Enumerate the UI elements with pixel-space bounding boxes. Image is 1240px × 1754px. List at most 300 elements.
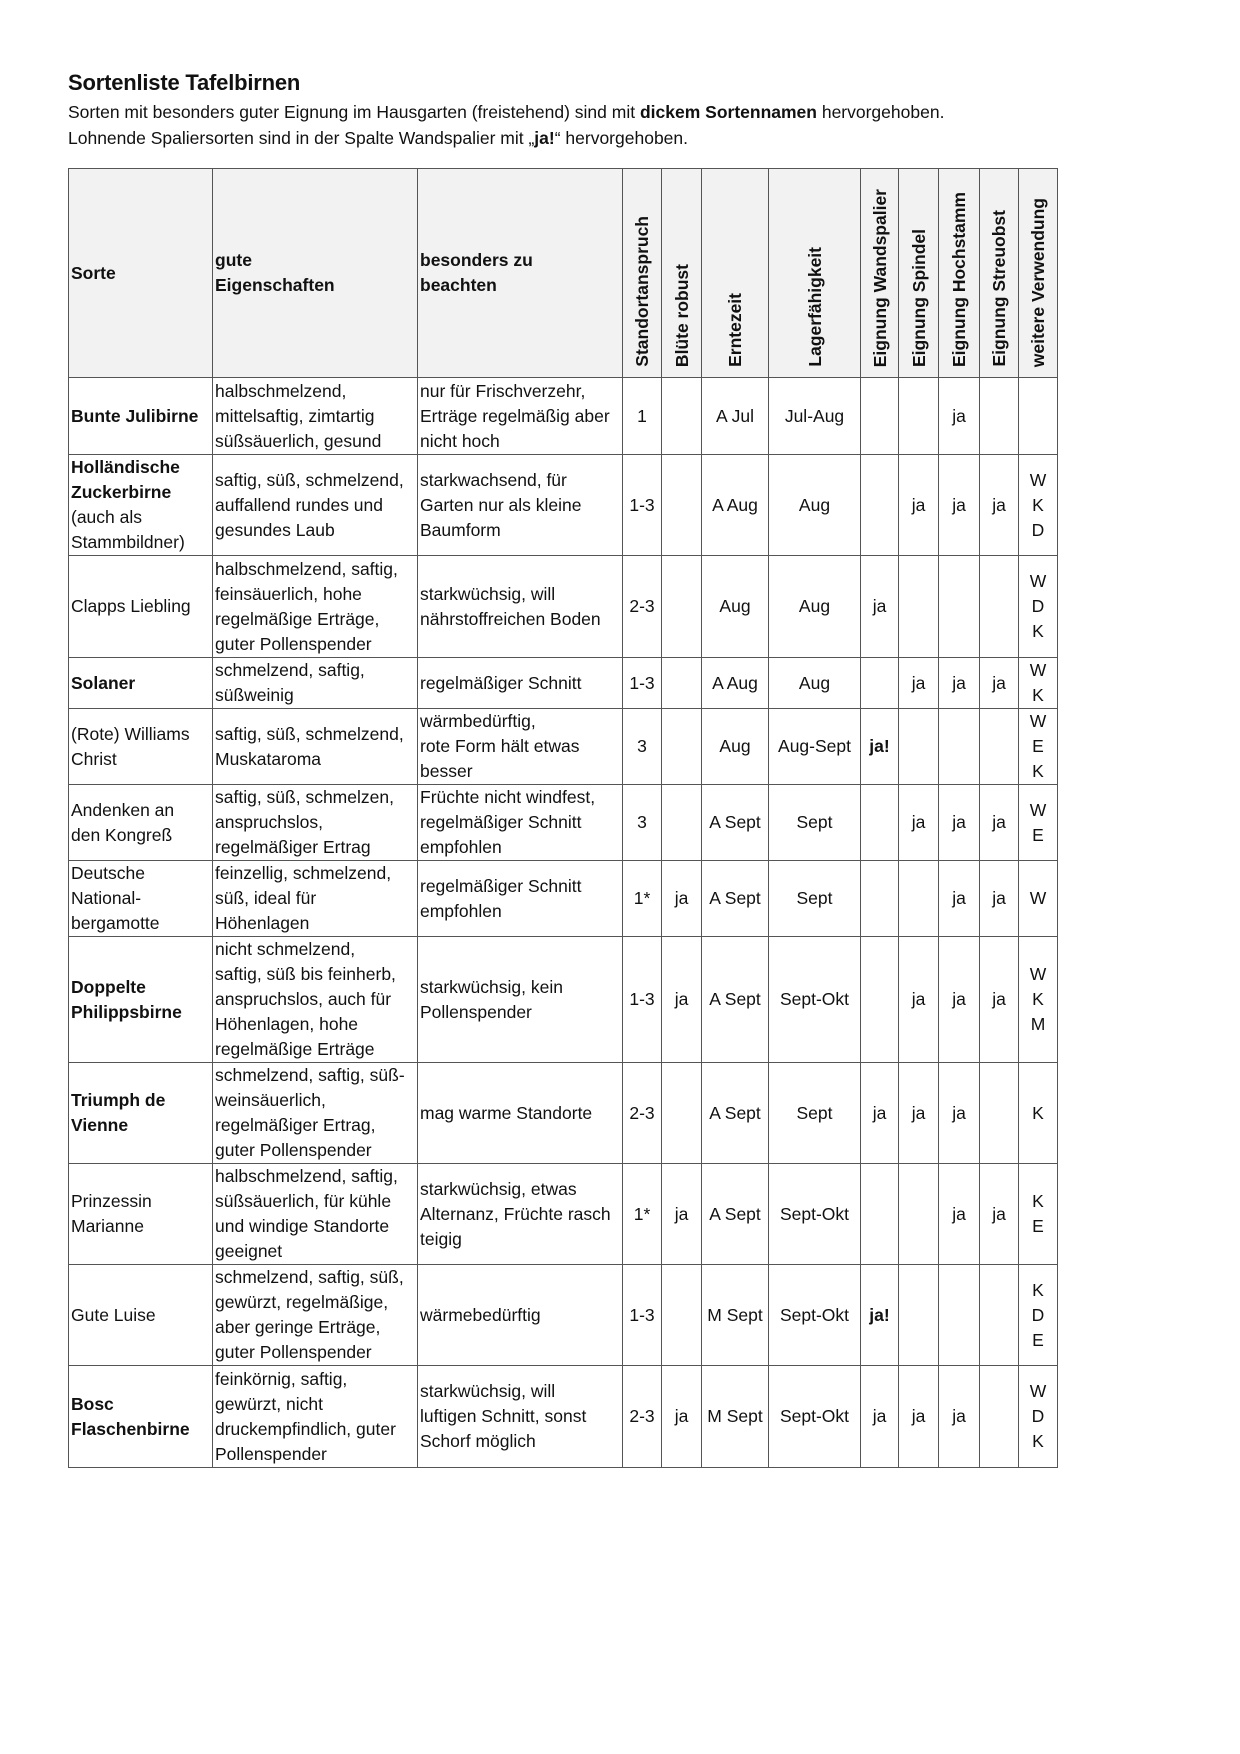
cell-line: druckempfindlich, guter [215,1418,396,1439]
cell-line: gesundes Laub [215,519,335,540]
column-header-lagerfaehigkeit [769,169,861,378]
cell-bluete-robust [662,1063,702,1164]
cell-line: gewürzt, regelmäßige, [215,1292,389,1312]
usage-code: W [1029,660,1047,680]
cell-line: guter Pollenspender [215,1140,372,1160]
cell-line: Pollenspender [215,1443,327,1464]
usage-code: K [1032,761,1044,781]
cell-line: starkwüchsig, etwas [420,1178,577,1199]
cell-line: Pollenspender [420,1001,532,1022]
intro-line-2-bold: ja! [534,128,555,148]
cell-sorte [69,556,213,658]
cell-verwendung [1019,1063,1058,1164]
cell-line: Erträge regelmäßig aber [420,405,610,426]
variety-name-line: Triumph de [71,1090,166,1110]
cell-bluete-robust: ja [662,861,702,937]
table-row [69,378,1058,455]
cell-line: starkwüchsig, kein [420,976,563,997]
cell-sorte [69,455,213,556]
header-line: Eigenschaften [215,275,335,295]
variety-name-line: Stammbildner) [71,532,185,552]
cell-erntezeit: M Sept [702,1366,769,1468]
cell-spindel [899,556,939,658]
cell-bluete-robust [662,709,702,785]
table-row [69,556,1058,658]
cell-line: gewürzt, nicht [215,1393,323,1414]
cell-verwendung [1019,709,1058,785]
table-row [69,1265,1058,1366]
cell-line: saftig, süß bis feinherb, [215,964,396,984]
cell-hochstamm [939,709,980,785]
table-row [69,785,1058,861]
header-line: besonders zu [420,250,533,270]
cell-erntezeit: A Sept [702,861,769,937]
cell-eigenschaften [213,785,418,861]
header-label: Lagerfähigkeit [804,247,825,367]
variety-name-line: Flaschenbirne [71,1418,190,1439]
table-row [69,658,1058,709]
cell-line: teigig [420,1228,462,1249]
header-label: Erntezeit [725,293,745,367]
table-row [69,1063,1058,1164]
cell-lagerfaehigkeit: Sept-Okt [769,1164,861,1265]
column-header-eigenschaften [213,169,418,378]
cell-standortanspruch: 3 [623,785,662,861]
cell-beachten [418,378,623,455]
cell-hochstamm: ja [939,1164,980,1265]
variety-name-line: bergamotte [71,913,160,933]
cell-beachten [418,1265,623,1366]
cell-verwendung [1019,937,1058,1063]
column-header-bluete-robust [662,169,702,378]
cell-line: Höhenlagen, hohe [215,1014,359,1034]
cell-sorte [69,378,213,455]
cell-beachten [418,709,623,785]
cell-line: wärmebedürftig [420,1304,541,1325]
cell-streuobst: ja [980,785,1019,861]
cell-streuobst [980,1063,1019,1164]
cell-standortanspruch: 1* [623,1164,662,1265]
cell-streuobst: ja [980,1164,1019,1265]
cell-bluete-robust [662,1265,702,1366]
cell-line: guter Pollenspender [215,633,372,654]
cell-line: schmelzend, saftig, süß- [215,1065,405,1085]
cell-bluete-robust: ja [662,1366,702,1468]
cell-spindel: ja [899,1366,939,1468]
cell-standortanspruch: 1* [623,861,662,937]
cell-streuobst [980,378,1019,455]
cell-line: Garten nur als kleine [420,494,582,515]
cell-verwendung [1019,556,1058,658]
variety-name-line: Zuckerbirne [71,482,172,502]
table-row [69,1164,1058,1265]
cell-verwendung [1019,658,1058,709]
cell-erntezeit: A Jul [702,378,769,455]
cell-verwendung [1019,1164,1058,1265]
cell-bluete-robust [662,785,702,861]
cell-erntezeit: A Aug [702,658,769,709]
cell-line: starkwüchsig, will [420,1381,556,1401]
cell-erntezeit: Aug [702,556,769,658]
cell-erntezeit: Aug [702,709,769,785]
intro-line-1-prefix: Sorten mit besonders guter Eignung im Hausgarten (freistehend) sind mit [68,102,640,122]
cell-eigenschaften [213,861,418,937]
cell-erntezeit: M Sept [702,1265,769,1366]
intro-line-2 [68,125,1168,151]
cell-wandspalier [861,937,899,1063]
cell-line: saftig, süß, schmelzend, [215,469,404,490]
variety-name-line: National- [71,888,142,908]
usage-code: W [1029,964,1047,984]
cell-wandspalier [861,861,899,937]
cell-verwendung [1019,861,1058,937]
cell-eigenschaften [213,1063,418,1164]
cell-spindel [899,861,939,937]
cell-eigenschaften [213,1164,418,1265]
table-row [69,455,1058,556]
cell-standortanspruch: 1 [623,378,662,455]
column-header-wandspalier [861,169,899,378]
cell-lagerfaehigkeit: Aug [769,658,861,709]
cell-line: und windige Standorte [215,1216,390,1236]
cell-streuobst: ja [980,937,1019,1063]
usage-code: K [1032,621,1044,641]
page-title: Sortenliste Tafelbirnen [68,70,301,95]
cell-erntezeit: A Sept [702,785,769,861]
cell-line: saftig, süß, schmelzen, [215,787,394,807]
cell-wandspalier [861,1164,899,1265]
intro-text [68,99,1168,151]
cell-standortanspruch: 1-3 [623,1265,662,1366]
cell-erntezeit: A Aug [702,455,769,556]
cell-eigenschaften [213,658,418,709]
cell-wandspalier: ja! [861,709,899,785]
cell-lagerfaehigkeit: Sept-Okt [769,1366,861,1468]
cell-line: halbschmelzend, saftig, [215,1166,398,1186]
cell-line: aber geringe Erträge, [215,1317,381,1337]
usage-code: W [1029,799,1047,820]
cell-hochstamm: ja [939,785,980,861]
cell-spindel: ja [899,1063,939,1164]
header-label: Eignung Wandspalier [869,188,890,367]
usage-code: D [1031,1304,1045,1325]
cell-hochstamm: ja [939,378,980,455]
cell-hochstamm: ja [939,1063,980,1164]
cell-line: Muskataroma [215,748,322,769]
cell-beachten [418,658,623,709]
cell-line: auffallend rundes und [215,494,384,515]
cell-line: feinzellig, schmelzend, [215,863,392,883]
variety-name-line: Andenken an [71,799,175,820]
usage-code: D [1031,1406,1045,1426]
cell-spindel: ja [899,455,939,556]
cell-line: regelmäßige Erträge [215,1039,375,1059]
cell-line: starkwüchsig, will [420,583,556,604]
column-header-hochstamm [939,169,980,378]
cell-verwendung [1019,378,1058,455]
cell-wandspalier: ja [861,1366,899,1468]
cell-line: süßweinig [215,685,294,705]
cell-beachten [418,1063,623,1164]
header-label: Standortanspruch [632,216,652,367]
table-row [69,1366,1058,1468]
cell-line: empfohlen [420,837,502,857]
cell-wandspalier: ja [861,556,899,658]
intro-line-1 [68,99,1168,125]
usage-code: E [1032,1329,1044,1350]
variety-name-line: Philippsbirne [71,1001,182,1022]
usage-code: K [1032,989,1044,1009]
cell-lagerfaehigkeit: Sept [769,861,861,937]
cell-line: regelmäßiger Schnitt [420,672,582,693]
usage-code: W [1029,888,1047,908]
usage-code: D [1031,519,1045,540]
table-header-row [69,169,1058,378]
cell-beachten [418,785,623,861]
usage-code: K [1032,1431,1044,1451]
cell-lagerfaehigkeit: Aug-Sept [769,709,861,785]
cell-beachten [418,556,623,658]
usage-code: E [1032,1216,1044,1236]
cell-line: feinkörnig, saftig, [215,1368,348,1389]
cell-eigenschaften [213,709,418,785]
cell-line: guter Pollenspender [215,1342,372,1362]
cell-hochstamm [939,556,980,658]
cell-line: besser [420,761,473,781]
intro-line-2-prefix: Lohnende Spaliersorten sind in der Spalte Wandspalier mit „ [68,128,535,148]
cell-line: süßsäuerlich, gesund [215,430,382,451]
variety-name-line: Vienne [71,1115,129,1135]
cell-bluete-robust [662,556,702,658]
cell-hochstamm: ja [939,937,980,1063]
cell-streuobst: ja [980,861,1019,937]
cell-line: nicht hoch [420,430,500,451]
variety-name-line: Christ [71,748,117,769]
cell-standortanspruch: 2-3 [623,556,662,658]
header-line: beachten [420,275,497,295]
cell-eigenschaften [213,1366,418,1468]
cell-lagerfaehigkeit: Jul-Aug [769,378,861,455]
cell-beachten [418,861,623,937]
variety-name-line: Prinzessin [71,1191,152,1211]
variety-name-line: Gute Luise [71,1304,156,1325]
header-label: Eignung Streuobst [989,210,1009,367]
header-label: Eignung Spindel [908,228,929,367]
cell-sorte [69,861,213,937]
cell-line: schmelzend, saftig, süß, [215,1267,404,1287]
table-row [69,861,1058,937]
cell-sorte [69,1265,213,1366]
cell-wandspalier [861,658,899,709]
header-line: gute [215,250,252,270]
column-header-beachten [418,169,623,378]
column-header-sorte: Sorte [69,169,213,378]
cell-line: empfohlen [420,900,502,921]
column-header-streuobst [980,169,1019,378]
cell-sorte [69,937,213,1063]
usage-code: W [1029,571,1047,591]
cell-standortanspruch: 1-3 [623,455,662,556]
cell-wandspalier [861,455,899,556]
cell-erntezeit: A Sept [702,1164,769,1265]
cell-sorte [69,709,213,785]
cell-wandspalier: ja [861,1063,899,1164]
cell-standortanspruch: 1-3 [623,658,662,709]
cell-lagerfaehigkeit: Sept [769,785,861,861]
cell-wandspalier [861,378,899,455]
intro-line-2-suffix: “ hervorgehoben. [554,128,689,148]
cell-line: wärmbedürftig, [420,711,536,731]
cell-spindel [899,1265,939,1366]
usage-code: K [1032,1279,1044,1300]
cell-line: weinsäuerlich, [215,1090,326,1110]
cell-wandspalier: ja! [861,1265,899,1366]
cell-bluete-robust: ja [662,1164,702,1265]
cell-standortanspruch: 3 [623,709,662,785]
cell-spindel [899,378,939,455]
cell-hochstamm: ja [939,1366,980,1468]
cell-line: anspruchslos, [215,812,323,832]
variety-name-line: Deutsche [71,863,145,883]
cell-verwendung [1019,455,1058,556]
cell-line: mag warme Standorte [420,1102,593,1123]
cell-line: Alternanz, Früchte rasch [420,1203,611,1224]
usage-code: K [1032,1102,1044,1123]
cell-line: nährstoffreichen Boden [420,608,601,629]
cell-line: saftig, süß, schmelzend, [215,723,404,744]
cell-line: feinsäuerlich, hohe [215,583,362,604]
column-header-standortanspruch [623,169,662,378]
cell-streuobst [980,556,1019,658]
cell-standortanspruch: 2-3 [623,1366,662,1468]
cell-line: halbschmelzend, saftig, [215,558,398,579]
cell-bluete-robust [662,658,702,709]
column-header-erntezeit [702,169,769,378]
cell-sorte [69,1366,213,1468]
cell-sorte [69,785,213,861]
cell-sorte [69,1063,213,1164]
cell-spindel: ja [899,658,939,709]
varieties-table [68,168,1058,1468]
cell-lagerfaehigkeit: Aug [769,556,861,658]
cell-line: regelmäßige Erträge, [215,608,380,629]
cell-erntezeit: A Sept [702,1063,769,1164]
variety-name-line: Solaner [71,672,136,693]
intro-line-1-bold: dickem Sortennamen [639,102,817,122]
variety-name-line: (auch als [71,507,143,527]
variety-name-line: (Rote) Williams [71,723,190,744]
cell-streuobst: ja [980,658,1019,709]
usage-code: K [1032,685,1044,705]
header-label: weitere Verwendung [1028,197,1048,367]
cell-line: Baumform [420,519,501,540]
cell-beachten [418,455,623,556]
cell-streuobst [980,1265,1019,1366]
cell-sorte [69,1164,213,1265]
cell-line: rote Form hält etwas [420,736,580,756]
cell-wandspalier [861,785,899,861]
cell-line: geeignet [215,1241,283,1261]
usage-code: K [1032,1191,1044,1211]
cell-line: regelmäßiger Schnitt [420,812,582,832]
cell-line: nur für Frischverzehr, [420,380,586,401]
cell-standortanspruch: 1-3 [623,937,662,1063]
cell-spindel: ja [899,937,939,1063]
cell-spindel [899,709,939,785]
cell-streuobst: ja [980,455,1019,556]
cell-hochstamm: ja [939,861,980,937]
variety-name-line: Marianne [71,1216,144,1236]
cell-lagerfaehigkeit: Sept [769,1063,861,1164]
cell-line: nicht schmelzend, [215,939,356,959]
usage-code: M [1030,1014,1046,1034]
cell-erntezeit: A Sept [702,937,769,1063]
usage-code: W [1029,1381,1047,1401]
cell-spindel: ja [899,785,939,861]
cell-line: mittelsaftig, zimtartig [215,405,375,426]
cell-line: regelmäßiger Ertrag, [215,1115,376,1135]
intro-line-1-suffix: hervorgehoben. [816,102,945,122]
variety-name-line: Clapps Liebling [71,596,191,616]
cell-verwendung [1019,785,1058,861]
cell-line: starkwachsend, für [420,469,567,490]
variety-name-line: Bunte Julibirne [71,405,199,426]
table-row [69,709,1058,785]
cell-eigenschaften [213,378,418,455]
cell-line: süß, ideal für [215,888,317,908]
cell-bluete-robust [662,455,702,556]
cell-lagerfaehigkeit: Aug [769,455,861,556]
variety-name-line: Holländische [71,457,180,477]
variety-name-line: Doppelte [71,976,146,997]
cell-spindel [899,1164,939,1265]
cell-verwendung [1019,1265,1058,1366]
table-row [69,937,1058,1063]
header-label: Blüte robust [671,263,692,367]
usage-code: D [1031,596,1045,616]
cell-bluete-robust: ja [662,937,702,1063]
cell-standortanspruch: 2-3 [623,1063,662,1164]
cell-hochstamm: ja [939,455,980,556]
usage-code: E [1032,736,1044,756]
usage-code: W [1029,469,1047,490]
cell-line: Höhenlagen [215,913,310,933]
cell-line: regelmäßiger Schnitt [420,875,582,896]
usage-code: E [1032,824,1044,845]
cell-line: Früchte nicht windfest, [420,787,596,807]
cell-beachten [418,1366,623,1468]
cell-eigenschaften [213,455,418,556]
cell-bluete-robust [662,378,702,455]
cell-line: regelmäßiger Ertrag [215,837,371,857]
cell-line: anspruchslos, auch für [215,989,392,1009]
cell-hochstamm: ja [939,658,980,709]
cell-line: süßsäuerlich, für kühle [215,1191,392,1211]
cell-beachten [418,1164,623,1265]
cell-eigenschaften [213,556,418,658]
cell-verwendung [1019,1366,1058,1468]
column-header-verwendung [1019,169,1058,378]
table-body [69,378,1058,1468]
variety-name-line: den Kongreß [71,824,173,845]
cell-streuobst [980,709,1019,785]
header-label: Eignung Hochstamm [949,191,969,367]
cell-eigenschaften [213,1265,418,1366]
cell-sorte [69,658,213,709]
cell-line: Schorf möglich [420,1431,536,1451]
cell-line: halbschmelzend, [215,380,347,401]
usage-code: W [1029,711,1047,731]
